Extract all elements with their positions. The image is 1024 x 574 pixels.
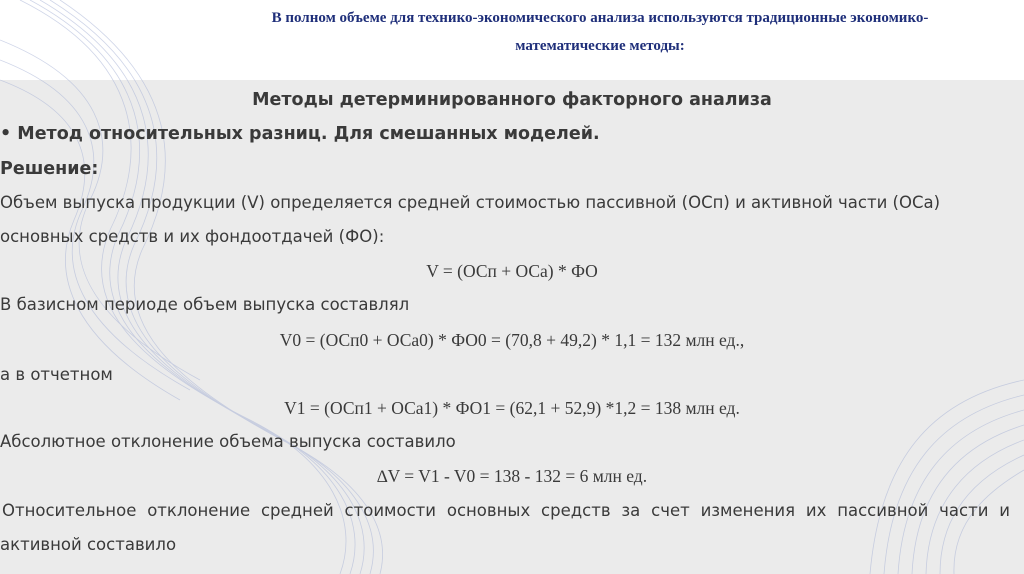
bullet-method: • Метод относительных разниц. Для смешанных моделей. [0, 124, 600, 144]
base-period-text: В базисном периоде объем выпуска составлял [0, 295, 410, 314]
paragraph-1-line-2: основных средств и их фондоотдачей (ФО): [0, 227, 385, 246]
formula-delta-v: ∆V = V1 - V0 = 138 - 132 = 6 млн ед. [376, 466, 648, 486]
relative-deviation-line-1: Относительное отклонение средней стоимости основных средств за счет изменения их пассивной части и [2, 501, 1010, 520]
report-period-text: а в отчетном [0, 365, 113, 384]
slide-title-line-1: В полном объеме для технико-экономического анализа используются традиционные экономико- [271, 10, 929, 26]
formula-main: V = (ОСп + ОСа) * ФО [426, 261, 598, 281]
content-panel [0, 80, 1024, 574]
absolute-deviation-text: Абсолютное отклонение объема выпуска составило [0, 432, 456, 451]
formula-v1: V1 = (ОСп1 + ОСа1) * ФО1 = (62,1 + 52,9) *1,2 = 138 млн ед. [284, 398, 740, 418]
relative-deviation-line-2: активной составило [0, 535, 177, 554]
section-heading: Методы детерминированного факторного анализа [252, 90, 772, 110]
solution-label: Решение: [0, 159, 99, 179]
paragraph-1-line-1: Объем выпуска продукции (V) определяется средней стоимостью пассивной (ОСп) и активной части (ОСа) [0, 193, 941, 212]
slide-title-line-2: математические методы: [515, 38, 685, 54]
formula-v0: V0 = (ОСп0 + ОСа0) * ФО0 = (70,8 + 49,2) * 1,1 = 132 млн ед., [279, 330, 745, 350]
